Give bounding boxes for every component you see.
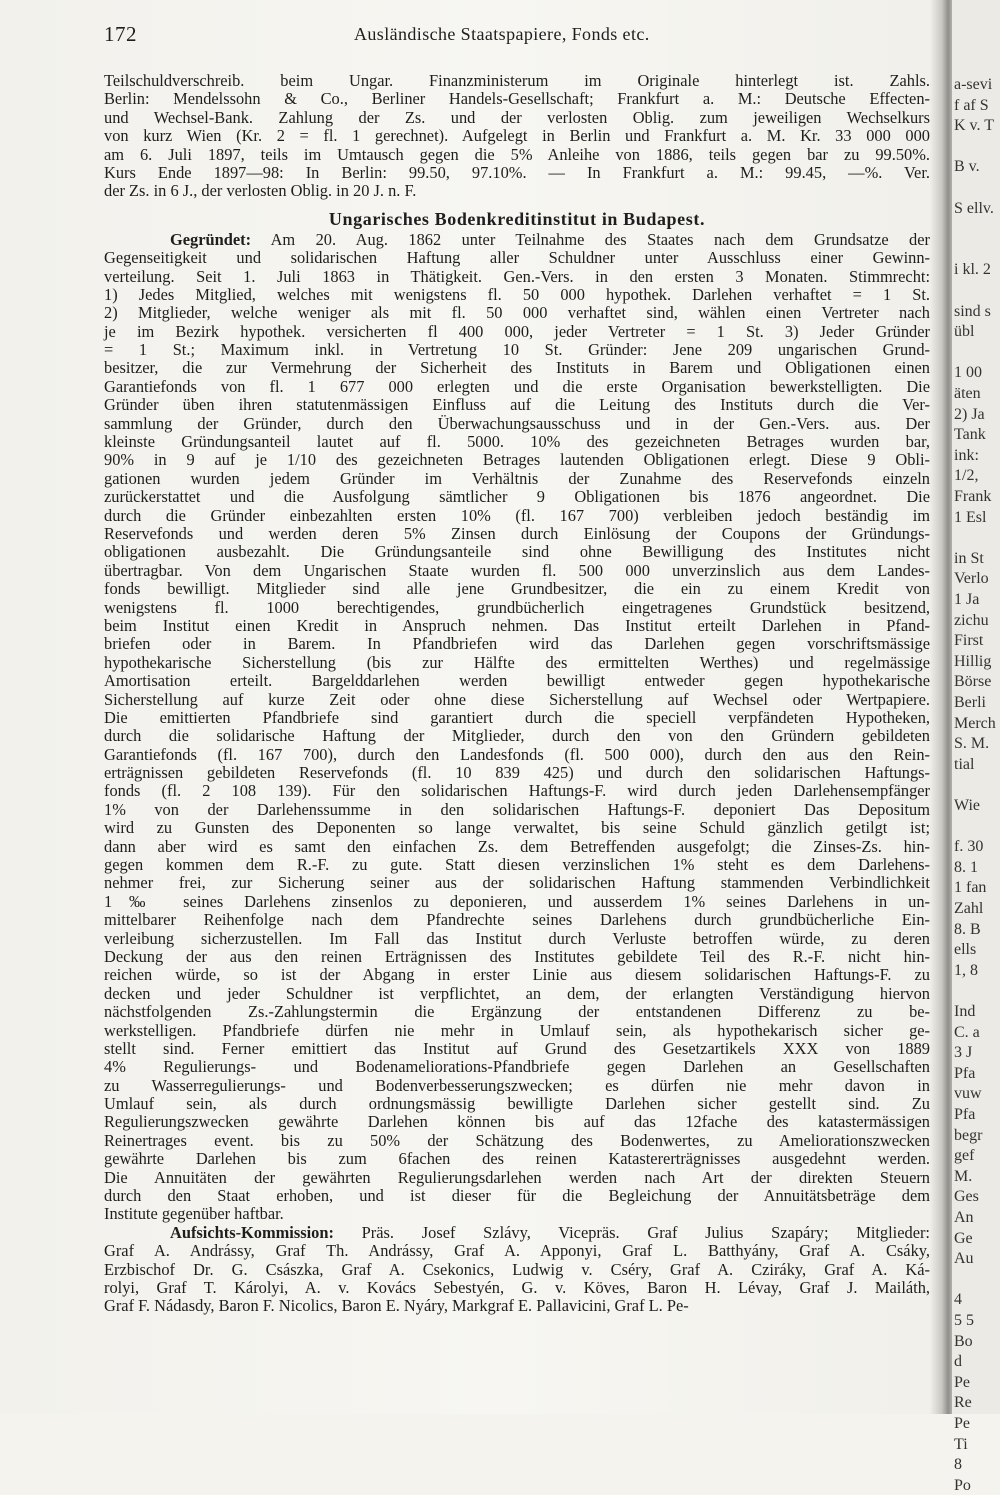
adjacent-page-fragment: Berli xyxy=(954,694,986,711)
text-line: wenigstens fl. 1000 berechtigendes, grundbücherlich eingetragenes Grundstück besitzend, xyxy=(104,597,930,617)
adjacent-page-fragment: Ge xyxy=(954,1229,973,1247)
board-first-line xyxy=(104,1224,930,1242)
text-line: Graf A. Andrássy, Graf Th. Andrássy, Graf A. Apponyi, Graf L. Batthyány, Graf A. Csáky, xyxy=(104,1241,930,1261)
text-line: Kurs Ende 1897—98: In Berlin: 99.50, 97.10%. — In Frankfurt a. M.: 99.45, —%. Ver. xyxy=(104,162,930,182)
adjacent-page-fragment: f af S xyxy=(954,96,989,114)
adjacent-page-fragment: K v. T xyxy=(954,117,994,135)
text-line: Amortisation erteilt. Bargelddarlehen werden bewilligt entweder gegen hypothekarische xyxy=(104,671,930,691)
text-line: erträgnissen gebildeten Reservefonds (fl. 10 839 425) und durch den solidarischen Haftungs- xyxy=(104,763,930,783)
text-line: zurückerstattet und die Ausfolgung sämtlicher 9 Obligationen bis 1876 angeordnet. Die xyxy=(104,487,930,507)
text-line: werkstelligen. Pfandbriefe dürfen nie mehr in Umlauf sein, als hypothekarisch sicher ge- xyxy=(104,1020,930,1040)
text-line: am 6. Juli 1897, teils im Umtausch gegen die 5% Anleihe von 1886, teils gegen bar zu 99.50%. xyxy=(104,144,930,164)
adjacent-page-fragment: 8. B xyxy=(954,920,981,938)
text-line: wird zu Gunsten des Deponenten so lange verwaltet, bis seine Schuld gänzlich getilgt ist; xyxy=(104,818,930,838)
text-line: durch die Gründer einbezahlten ersten 10% (fl. 167 700) verbleiben jedoch beständig im xyxy=(104,505,930,525)
text-line: Deckung der aus den reinen Erträgnissen des Institutes gebildete Teil des R.-F. nicht hin- xyxy=(104,946,930,966)
founded-first-line xyxy=(104,231,930,249)
adjacent-page-fragment: 4 xyxy=(954,1291,962,1309)
adjacent-page-fragment: ink: xyxy=(954,446,979,464)
adjacent-page-edge xyxy=(952,0,1000,1494)
text-line: der Zs. in 6 J., der verlosten Oblig. in 20 J. n. F. xyxy=(104,181,417,201)
adjacent-page-fragment: Pe xyxy=(954,1373,970,1391)
adjacent-page-fragment: Au xyxy=(954,1250,974,1268)
founded-label: Gegründet: xyxy=(170,229,252,249)
text-line: Erzbischof Dr. G. Császka, Graf A. Csekonics, Ludwig v. Cséry, Graf A. Cziráky, Graf A. Ká- xyxy=(104,1259,930,1279)
text-line: 1% von der Darlehenssumme in den solidarischen Haftungs-F. deponiert Das Depositum xyxy=(104,799,930,819)
text-line: gegen kommen dem R.-F. zu gute. Statt diesen verzinslichen 1% steht es dem Darlehens- xyxy=(104,855,930,875)
page-body xyxy=(104,72,930,1316)
text-line: Institute gegenüber haftbar. xyxy=(104,1204,284,1224)
text-line: 1‰ seines Darlehens zinsenlos zu deponieren, und ausserdem 1% seines Darlehens in un- xyxy=(104,891,930,911)
adjacent-page-fragment: S. M. xyxy=(954,735,990,753)
adjacent-page-fragment: Ind xyxy=(954,1003,976,1020)
text-line: reichen würde, so ist der Abgang in erster Linie aus diesem solidarischen Haftungs-F. zu xyxy=(104,965,930,985)
founded-first-text: Am 20. Aug. 1862 unter Teilnahme des Staates nach dem Grundsatze der xyxy=(270,229,930,249)
text-line: besitzer, die zur Vermehrung der Sicherheit des Instituts in Barem und Obligationen einen xyxy=(104,358,930,378)
adjacent-page-fragment: C. a xyxy=(954,1023,980,1041)
page-header xyxy=(104,22,924,50)
text-line: gewährte Darlehen bis zum 6fachen des reinen Katastererträgnisses ausgedehnt werden. xyxy=(104,1149,930,1169)
adjacent-page-fragment: 3 J xyxy=(954,1044,973,1062)
adjacent-page-fragment: a-sevi xyxy=(954,76,993,93)
text-line: Gegenseitigkeit und solidarischen Haftung aller Schuldner unter Ausschluss einer Gewinn- xyxy=(104,248,930,268)
text-line: durch die solidarische Haftung der Mitglieder, durch den von den Gründern gebildeten xyxy=(104,726,930,746)
adjacent-page-fragment: First xyxy=(954,632,984,650)
running-title: Ausländische Staatspapiere, Fonds etc. xyxy=(354,24,650,44)
adjacent-page-fragment: Tank xyxy=(954,426,986,444)
text-line: Regulierungszwecken gewährte Darlehen können bis auf das 12fache des katastermässigen xyxy=(104,1112,930,1132)
text-line: 90% in 9 auf je 1/10 des gezeichneten Betrages lautenden Obligationen erlegt. Diese 9 Obli- xyxy=(104,450,930,470)
adjacent-page-fragment: Ti xyxy=(954,1435,968,1453)
text-line: nehmer frei, zur Sicherung seiner aus der solidarischen Haftung stammenden Verbindlichkeit xyxy=(104,873,930,893)
adjacent-page-fragment: Bo xyxy=(954,1332,973,1350)
text-line: sammlung der Gründer, durch den Überwachungsausschuss und in der Gen.-Vers. aus. Der xyxy=(104,413,930,433)
text-line: 4% Regulierungs- und Bodenameliorations-Pfandbriefe gegen Darlehen an Gesellschaften xyxy=(104,1057,930,1077)
text-line: gationen wurden jedem Gründer im Verhältnis der Zunahme des Reservefonds einzeln xyxy=(104,468,930,488)
board-label: Aufsichts-Kommission: xyxy=(170,1222,334,1242)
adjacent-page-fragment: Zahl xyxy=(954,900,984,917)
adjacent-page-fragment: Ges xyxy=(954,1188,979,1206)
adjacent-page-fragment: 8 xyxy=(954,1456,962,1474)
text-line: verleibung sicherzustellen. Im Fall das Institut durch Verluste betroffen würde, zu deren xyxy=(104,928,930,948)
adjacent-page-fragment: Pe xyxy=(954,1415,970,1432)
board-paragraph xyxy=(104,1242,930,1316)
adjacent-page-fragment: 2) Ja xyxy=(954,405,985,423)
adjacent-page-fragment: 1/2, xyxy=(954,467,979,485)
adjacent-page-fragment: 5 5 xyxy=(954,1312,974,1329)
intro-paragraph xyxy=(104,72,930,201)
text-line: Garantiefonds (fl. 167 700), durch den Landesfonds (fl. 500 000), durch den aus den Rein- xyxy=(104,744,930,764)
adjacent-page-fragment: 1 Esl xyxy=(954,508,987,526)
adjacent-page-fragment: in St xyxy=(954,549,984,567)
adjacent-page-fragment: 1 00 xyxy=(954,364,982,382)
text-line: mittelbarer Reihenfolge nach dem Pfandrechte seines Darlehens durch grundbücherliche Ein- xyxy=(104,910,930,930)
adjacent-page-fragment: Po xyxy=(954,1476,971,1494)
adjacent-page-fragment: Merch xyxy=(954,714,996,732)
text-line: Gründer üben ihren statutenmässigen Einfluss auf die Leitung des Instituts durch die Ver- xyxy=(104,395,930,415)
adjacent-page-fragment: Verlo xyxy=(954,570,989,588)
text-line: fonds (fl. 2 108 139). Für den solidarischen Haftungs-F. wird durch jeden Darlehensempfänger xyxy=(104,781,930,801)
adjacent-page-fragment: f. 30 xyxy=(954,838,984,856)
adjacent-page-fragment: An xyxy=(954,1209,974,1226)
adjacent-page-fragment: Frank xyxy=(954,488,992,505)
text-line: kleinste Gründungsanteil lautet auf fl. 5000. 10% des gezeichneten Betrages wurden bar, xyxy=(104,432,930,452)
text-line: fonds bewilligt. Mitglieder sind alle jene Grundbesitzer, die ein zu einem Kredit von xyxy=(104,579,930,599)
text-line: decken und jeder Schuldner ist verpflichtet, an dem, der erlangten Verständigung hiervon xyxy=(104,983,930,1003)
text-line: je im Bezirk hypothek. versicherten fl 400 000, jeder Vertreter = 1 St. 3) Jeder Gründer xyxy=(104,321,930,341)
text-line: durch den Staat erhoben, und ist dieser für die Begleichung der Annuitätsbeträge dem xyxy=(104,1186,930,1206)
text-line: 2) Mitglieder, welche weniger als mit fl. 50 000 verhaftet sind, wählen einen Vertreter nach xyxy=(104,303,930,323)
text-line: von kurz Wien (Kr. 2 = fl. 1 gerechnet). Aufgelegt in Berlin und Frankfurt a. M. Kr. 33 000 000 xyxy=(104,126,930,146)
adjacent-page-fragment: i kl. 2 xyxy=(954,261,991,279)
text-line: verteilung. Seit 1. Juli 1863 in Thätigkeit. Gen.-Vers. in den ersten 3 Monaten. Stimmrecht: xyxy=(104,266,930,286)
adjacent-page-fragment: B v. xyxy=(954,158,980,176)
adjacent-page-fragment: Pfa xyxy=(954,1106,976,1123)
text-line: Teilschuldverschreib. beim Ungar. Finanzministerum im Originale hinterlegt ist. Zahls. xyxy=(104,71,930,90)
text-line: und Wechsel-Bank. Zahlung der Zs. und der verlosten Oblig. zum jeweiligen Wechselkurs xyxy=(104,107,930,127)
adjacent-page-fragment: Pfa xyxy=(954,1064,976,1082)
adjacent-page-fragment: ells xyxy=(954,941,977,959)
adjacent-page-fragment: Wie xyxy=(954,797,981,814)
text-line: Garantiefonds von fl. 1 677 000 erlegten und die erste Organisation bewerkstelligten. Die xyxy=(104,376,930,396)
text-line: Reservefonds und werden deren 5% Zinsen durch Einlösung der Coupons der Gründungs- xyxy=(104,523,930,543)
section-heading: Ungarisches Bodenkreditinstitut in Budapest. xyxy=(328,208,706,229)
founded-paragraph xyxy=(104,249,930,1224)
adjacent-page-fragment: d xyxy=(954,1353,962,1371)
adjacent-page-fragment: sind s xyxy=(954,302,991,320)
adjacent-page-fragment: Re xyxy=(954,1394,972,1412)
adjacent-page-fragment: 1 fan xyxy=(954,879,987,897)
text-line: hypothekarische Sicherstellung (bis zur Hälfte des ermittelten Werthes) und regelmässige xyxy=(104,652,930,672)
text-line: Umlauf sein, als durch ordnungsmässig bewilligte Darlehen sicher gestellt sind. Zu xyxy=(104,1094,930,1114)
text-line: beim Institut einen Kredit in Anspruch nehmen. Das Institut erteilt Darlehen in Pfand- xyxy=(104,615,930,635)
text-line: 1) Jedes Mitglied, welches mit wenigstens fl. 50 000 hypothek. Darlehen verhaftet = 1 St. xyxy=(104,284,930,304)
text-line: rolyi, Graf T. Károlyi, A. v. Kovács Sebestyén, G. v. Köves, Baron H. Lévay, Graf J. Mailáth, xyxy=(104,1278,930,1297)
text-line: briefen oder in Barem. In Pfandbriefen wird das Darlehen gegen vorschriftsmässige xyxy=(104,634,930,654)
text-line: dann aber wird es samt den einfachen Zs. dem Betreffenden ausgefolgt; die Zinses-Zs. hin- xyxy=(104,836,930,856)
text-line: Reinertrages event. bis zu 50% der Schätzung des Bodenwertes, zu Ameliorationszwecken xyxy=(104,1130,930,1150)
text-line: Graf F. Nádasdy, Baron F. Nicolics, Baron E. Nyáry, Markgraf E. Pallavicini, Graf L. Pe- xyxy=(104,1296,689,1316)
adjacent-page-fragment: gef xyxy=(954,1147,975,1165)
page-number: 172 xyxy=(104,22,137,46)
adjacent-page-fragment: M. xyxy=(954,1167,973,1185)
adjacent-page-fragment: tial xyxy=(954,755,975,773)
text-line: zu Wasserregulierungs- und Bodenverbesserungszwecken; es dürfen nie mehr davon in xyxy=(104,1075,930,1095)
adjacent-page-fragment: 1, 8 xyxy=(954,961,978,979)
text-line: Berlin: Mendelssohn & Co., Berliner Handels-Gesellschaft; Frankfurt a. M.: Deutsche Effecten- xyxy=(104,89,930,109)
text-line: Die emittierten Pfandbriefe sind garantiert durch die speciell verpfändeten Hypotheken, xyxy=(104,707,930,727)
adjacent-page-fragment: 1 Ja xyxy=(954,591,980,608)
adjacent-page-fragment: S ellv. xyxy=(954,199,994,217)
text-line: nächstfolgenden Zs.-Zahlungstermin die Ergänzung der entstandenen Differenz zu be- xyxy=(104,1002,930,1022)
adjacent-page-fragment: Börse xyxy=(954,673,992,691)
text-line: obligationen ausbezahlt. Die Gründungsanteile sind ohne Bewilligung des Institutes nicht xyxy=(104,542,930,562)
adjacent-page-fragment: zichu xyxy=(954,611,989,629)
text-line: Die Annuitäten der gewährten Regulierungsdarlehen werden nach Art der direkten Steuern xyxy=(104,1167,930,1187)
adjacent-page-fragment: übl xyxy=(954,323,975,341)
text-line: stellt sind. Ferner emittiert das Institut auf Grund des Gesetzartikels XXX von 1889 xyxy=(104,1038,930,1058)
adjacent-page-fragment: vuw xyxy=(954,1085,982,1103)
text-line: übertragbar. Von dem Ungarischen Staate wurden fl. 500 000 unverzinslich aus dem Landes- xyxy=(104,560,930,580)
board-first-text: Präs. Josef Szlávy, Vicepräs. Graf Julius Szapáry; Mitglieder: xyxy=(361,1222,930,1242)
adjacent-page-fragment: begr xyxy=(954,1126,983,1144)
text-line: Sicherstellung auf kurze Zeit oder ohne diese Sicherstellung auf Wechsel oder Wertpapiere. xyxy=(104,689,930,709)
adjacent-page-fragment: 8. 1 xyxy=(954,858,978,876)
adjacent-page-fragment: Hillig xyxy=(954,652,992,670)
text-line: = 1 St.; Maximum inkl. in Vertretung 10 St. Gründer: Jene 209 ungarischen Grund- xyxy=(104,340,930,360)
adjacent-page-fragment: äten xyxy=(954,385,981,402)
